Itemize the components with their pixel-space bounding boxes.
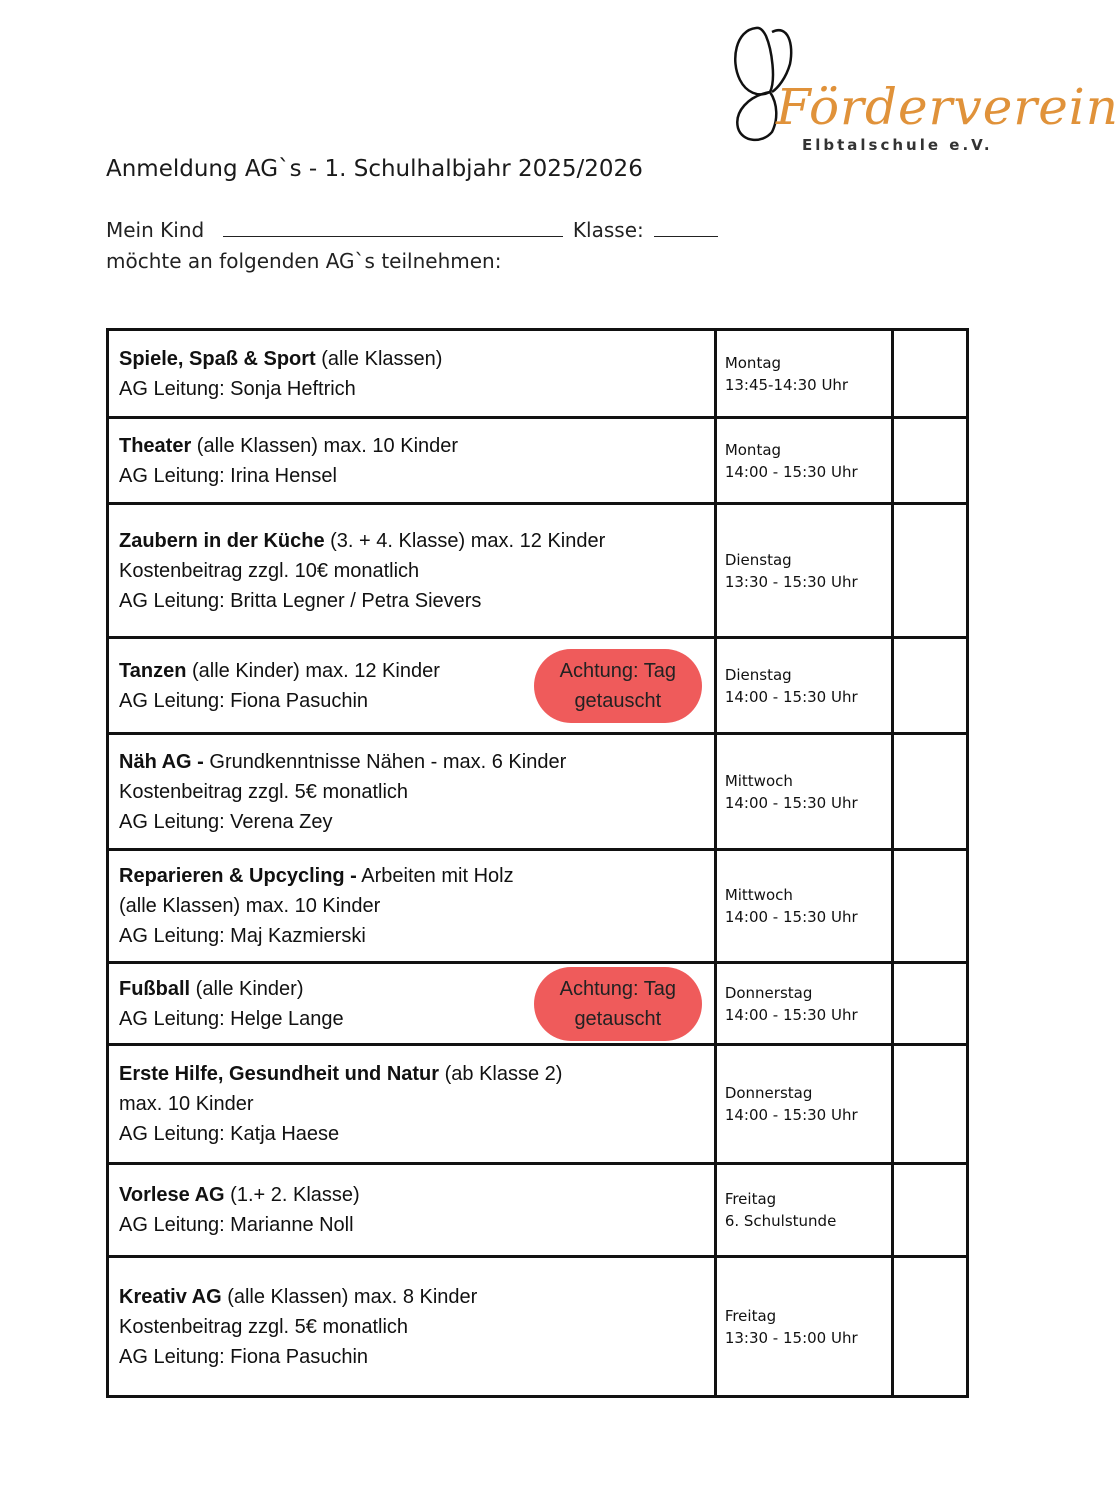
ag-row bbox=[108, 734, 968, 850]
ag-row bbox=[108, 638, 968, 734]
ag-leader: AG Leitung: Britta Legner / Petra Sievers bbox=[119, 589, 482, 612]
ag-day: Dienstag bbox=[724, 550, 792, 569]
child-line bbox=[106, 218, 718, 242]
ag-description bbox=[108, 734, 716, 850]
ag-extra-line: Kostenbeitrag zzgl. 5€ monatlich bbox=[119, 780, 409, 803]
day-changed-badge: Achtung: Tag getauscht bbox=[534, 967, 702, 1041]
ag-details: (alle Klassen) max. 10 Kinder bbox=[191, 434, 459, 457]
ag-description bbox=[108, 504, 716, 638]
ag-day: Freitag bbox=[724, 1306, 777, 1325]
ag-details: Grundkenntnisse Nähen - max. 6 Kinder bbox=[203, 750, 567, 773]
ag-schedule bbox=[715, 330, 892, 418]
ag-name: Spiele, Spaß & Sport bbox=[119, 347, 316, 370]
ag-time: 14:00 - 15:30 Uhr bbox=[724, 908, 858, 926]
ag-title-line bbox=[119, 747, 704, 777]
ag-leader: AG Leitung: Katja Haese bbox=[119, 1123, 340, 1145]
ag-schedule bbox=[715, 963, 892, 1045]
logo-subtitle: Elbtalschule e.V. bbox=[802, 136, 993, 154]
ag-time: 13:45-14:30 Uhr bbox=[724, 375, 849, 394]
ag-time: 14:00 - 15:30 Uhr bbox=[724, 1106, 858, 1124]
ag-row bbox=[108, 963, 968, 1045]
ag-day: Dienstag bbox=[724, 665, 792, 684]
class-field[interactable] bbox=[654, 218, 718, 237]
class-label: Klasse: bbox=[572, 218, 644, 242]
ag-name: Zaubern in der Küche bbox=[119, 529, 325, 552]
ag-day: Montag bbox=[724, 353, 782, 372]
ag-details: (ab Klasse 2) bbox=[439, 1063, 563, 1085]
ag-description bbox=[108, 1164, 716, 1257]
ag-checkbox-cell[interactable] bbox=[892, 1257, 967, 1397]
ag-day: Donnerstag bbox=[724, 1084, 813, 1102]
ag-extra-line: Kostenbeitrag zzgl. 10€ monatlich bbox=[119, 559, 420, 582]
ag-day: Montag bbox=[724, 440, 782, 459]
ag-schedule bbox=[715, 504, 892, 638]
ag-row bbox=[108, 850, 968, 963]
ag-leader: AG Leitung: Maj Kazmierski bbox=[119, 925, 366, 947]
intro-text: möchte an folgenden AG`s teilnehmen: bbox=[106, 249, 502, 273]
ag-title-line bbox=[119, 1059, 704, 1089]
ag-name: Theater bbox=[119, 434, 192, 457]
ag-schedule bbox=[715, 1164, 892, 1257]
child-name-field[interactable] bbox=[223, 218, 563, 237]
ag-time: 14:00 - 15:30 Uhr bbox=[724, 462, 858, 481]
ag-row bbox=[108, 1164, 968, 1257]
ag-details: (alle Klassen) bbox=[315, 347, 443, 370]
ag-name: Reparieren & Upcycling - bbox=[119, 865, 357, 887]
ag-checkbox-cell[interactable] bbox=[892, 330, 967, 418]
ag-title-line bbox=[119, 526, 704, 556]
ag-name: Vorlese AG bbox=[119, 1184, 225, 1206]
ag-leader: AG Leitung: Irina Hensel bbox=[119, 464, 337, 487]
ag-details: (3. + 4. Klasse) max. 12 Kinder bbox=[324, 529, 606, 552]
ag-extra-line: max. 10 Kinder bbox=[119, 1093, 254, 1115]
ag-extra-line: (alle Klassen) max. 10 Kinder bbox=[119, 895, 381, 917]
ag-checkbox-cell[interactable] bbox=[892, 1045, 967, 1164]
ag-schedule bbox=[715, 1045, 892, 1164]
ag-details: Arbeiten mit Holz bbox=[356, 865, 514, 887]
ag-extra-line: Kostenbeitrag zzgl. 5€ monatlich bbox=[119, 1315, 409, 1338]
ag-name: Näh AG - bbox=[119, 750, 204, 773]
ag-time: 6. Schulstunde bbox=[724, 1212, 837, 1230]
ag-checkbox-cell[interactable] bbox=[892, 734, 967, 850]
ag-details: (alle Kinder) bbox=[190, 977, 304, 1000]
ag-time: 14:00 - 15:30 Uhr bbox=[724, 1005, 858, 1024]
ag-leader: AG Leitung: Helge Lange bbox=[119, 1007, 344, 1030]
ag-checkbox-cell[interactable] bbox=[892, 850, 967, 963]
ag-checkbox-cell[interactable] bbox=[892, 504, 967, 638]
ag-time: 14:00 - 15:30 Uhr bbox=[724, 793, 858, 812]
ag-schedule bbox=[715, 1257, 892, 1397]
ag-description bbox=[108, 418, 716, 504]
ag-title-line bbox=[119, 431, 704, 461]
ag-row bbox=[108, 1045, 968, 1164]
ag-description bbox=[108, 638, 716, 734]
ag-description bbox=[108, 1257, 716, 1397]
ag-description bbox=[108, 330, 716, 418]
child-label: Mein Kind bbox=[106, 218, 205, 242]
ag-name: Kreativ AG bbox=[119, 1285, 222, 1308]
ag-details: (alle Klassen) max. 8 Kinder bbox=[221, 1285, 478, 1308]
ag-leader: AG Leitung: Fiona Pasuchin bbox=[119, 1345, 369, 1368]
ag-day: Freitag bbox=[724, 1190, 777, 1208]
ag-schedule bbox=[715, 734, 892, 850]
ag-description bbox=[108, 850, 716, 963]
ag-schedule bbox=[715, 850, 892, 963]
ag-row bbox=[108, 330, 968, 418]
ag-time: 13:30 - 15:30 Uhr bbox=[724, 572, 858, 591]
ag-checkbox-cell[interactable] bbox=[892, 1164, 967, 1257]
ag-time: 14:00 - 15:30 Uhr bbox=[724, 687, 858, 706]
ag-description bbox=[108, 1045, 716, 1164]
page-title: Anmeldung AG`s - 1. Schulhalbjahr 2025/2026 bbox=[106, 156, 643, 182]
ag-row bbox=[108, 504, 968, 638]
ag-day: Mittwoch bbox=[724, 771, 793, 790]
ag-description bbox=[108, 963, 716, 1045]
ag-leader: AG Leitung: Marianne Noll bbox=[119, 1214, 354, 1236]
ag-schedule bbox=[715, 638, 892, 734]
ag-leader: AG Leitung: Fiona Pasuchin bbox=[119, 689, 369, 712]
ag-schedule bbox=[715, 418, 892, 504]
ag-time: 13:30 - 15:00 Uhr bbox=[724, 1328, 858, 1347]
ag-title-line bbox=[119, 1282, 704, 1312]
ag-name: Fußball bbox=[119, 977, 191, 1000]
logo-wordmark: Förderverein bbox=[776, 78, 1119, 136]
ag-day: Donnerstag bbox=[724, 983, 813, 1002]
ag-name: Tanzen bbox=[119, 659, 187, 682]
day-changed-badge: Achtung: Tag getauscht bbox=[534, 649, 702, 723]
ag-title-line bbox=[119, 344, 704, 374]
ag-checkbox-cell[interactable] bbox=[892, 638, 967, 734]
ag-row bbox=[108, 418, 968, 504]
ag-checkbox-cell[interactable] bbox=[892, 418, 967, 504]
ag-title-line bbox=[119, 1180, 704, 1210]
ag-leader: AG Leitung: Verena Zey bbox=[119, 810, 333, 833]
ag-checkbox-cell[interactable] bbox=[892, 963, 967, 1045]
ag-leader: AG Leitung: Sonja Heftrich bbox=[119, 377, 356, 400]
ag-row bbox=[108, 1257, 968, 1397]
ag-name: Erste Hilfe, Gesundheit und Natur bbox=[119, 1063, 440, 1085]
ag-details: (1.+ 2. Klasse) bbox=[224, 1184, 360, 1206]
ag-title-line bbox=[119, 861, 704, 891]
ag-details: (alle Kinder) max. 12 Kinder bbox=[186, 659, 440, 682]
ag-day: Mittwoch bbox=[724, 886, 793, 904]
logo bbox=[728, 20, 1119, 160]
ag-table bbox=[106, 328, 969, 1398]
